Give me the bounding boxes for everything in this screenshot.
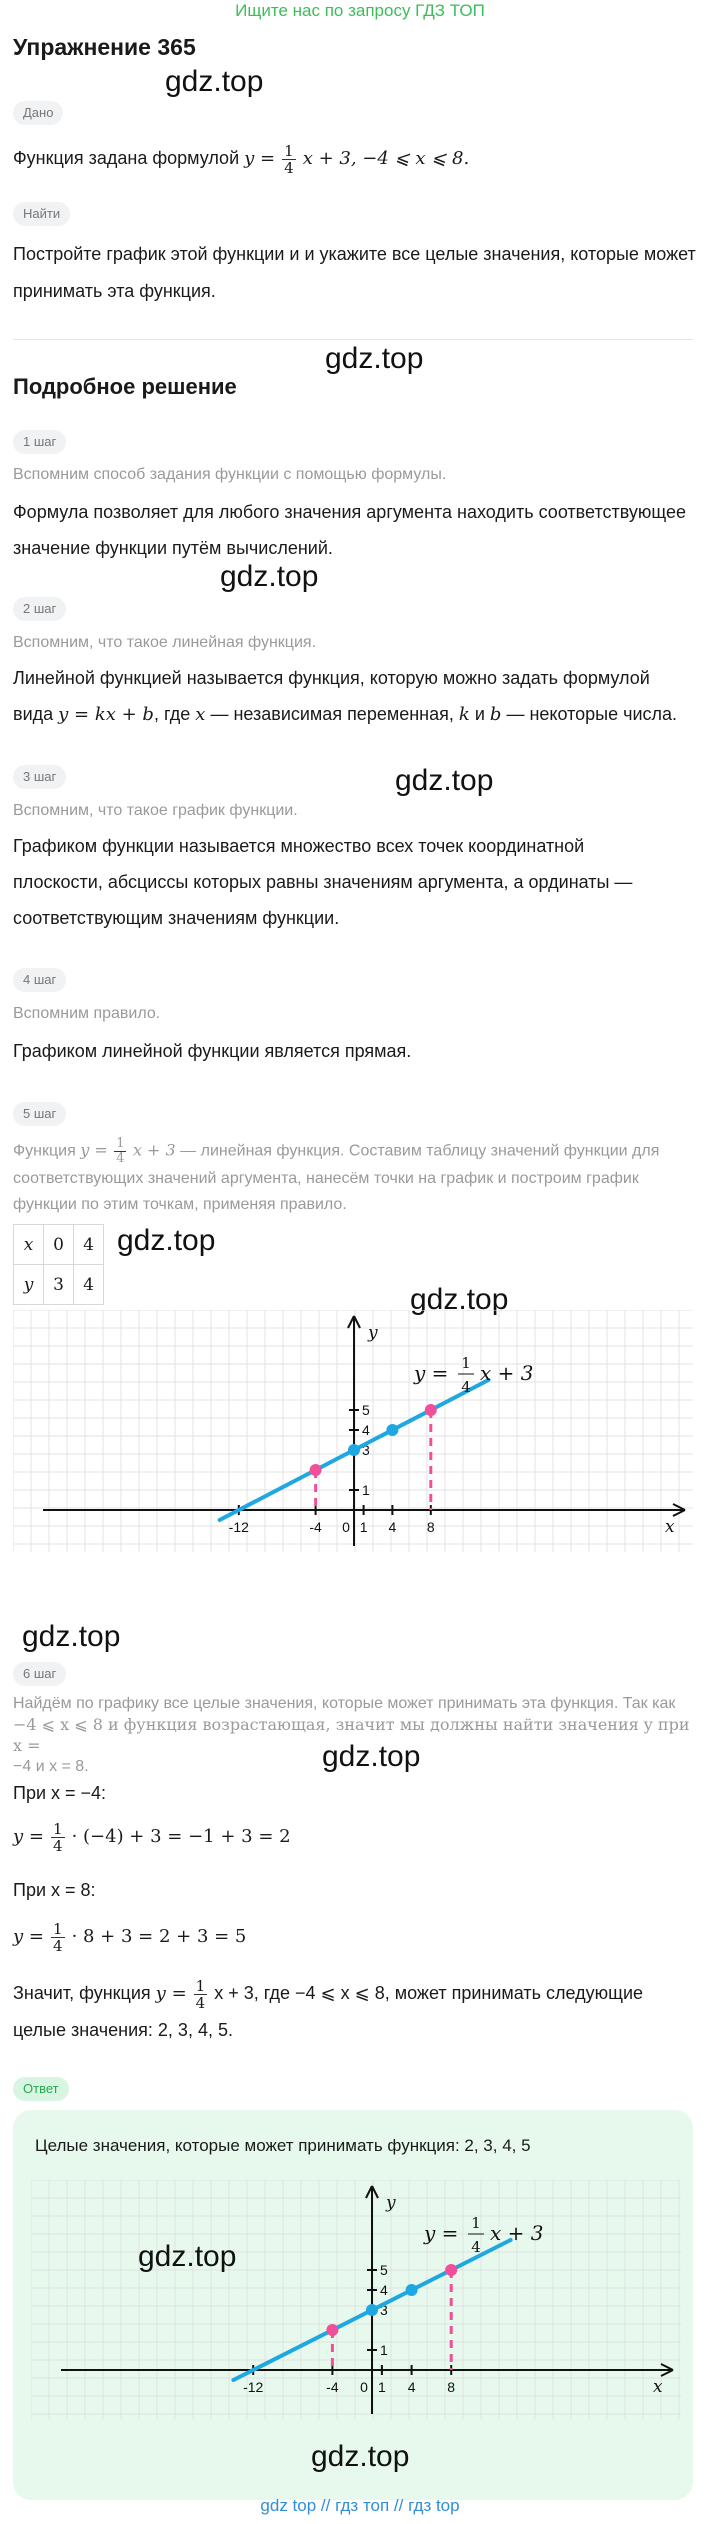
table-cell: 0: [44, 1225, 74, 1265]
x-tick-label: -4: [309, 1519, 322, 1535]
watermark: gdz.top: [138, 2240, 237, 2273]
step5-badge: 5 шаг: [13, 1102, 66, 1126]
watermark: gdz.top: [165, 65, 264, 98]
solution-title: Подробное решение: [13, 374, 237, 399]
search-hint-link[interactable]: Ищите нас по запросу ГДЗ ТОП: [235, 1, 485, 20]
y-tick-label: 5: [362, 1402, 370, 1418]
watermark: gdz.top: [311, 2440, 410, 2473]
given-badge: Дано: [13, 101, 63, 125]
answer-text: Целые значения, которые может принимать функция: 2, 3, 4, 5: [35, 2136, 531, 2155]
formula-rest: x + 3: [490, 2221, 544, 2245]
y-tick-label: 4: [380, 2282, 388, 2298]
y-tick-label: 3: [362, 1442, 370, 1458]
point-marker: [348, 1444, 360, 1456]
step6-conclusion: Значит, функция y = $\frac{1}{4}$ x + 3, где −4 ⩽ x ⩽ 8, может принимать следующие целые значения: 2, 3, 4, 5.: [13, 1976, 644, 2040]
divider: [13, 339, 693, 340]
y-tick-label: 5: [380, 2262, 388, 2278]
x-tick-label: 8: [447, 2379, 456, 2395]
table-row: [14, 1225, 104, 1265]
y-tick-label: 1: [380, 2342, 388, 2358]
y-axis-label: y: [386, 2193, 396, 2213]
x-tick-label: 1: [378, 2379, 386, 2395]
watermark: gdz.top: [117, 1224, 216, 1257]
watermark: gdz.top: [325, 342, 424, 375]
point-marker: [386, 1424, 398, 1436]
step6-case-minus4: При x = −4:: [13, 1783, 107, 1803]
step1-hint: Вспомним способ задания функции с помощью формулы.: [13, 466, 447, 483]
step6-case-8: При x = 8:: [13, 1880, 96, 1900]
step2-badge: 2 шаг: [13, 597, 66, 621]
step3-text: Графиком функции называется множество всех точек координатной плоскости, абсциссы которых равны значениям аргумента, а ординаты — соответствующим значениям функции.: [13, 836, 633, 928]
x-tick-label: 1: [359, 1519, 368, 1535]
watermark: gdz.top: [410, 1283, 509, 1316]
y-tick-label: 3: [380, 2302, 388, 2318]
point-marker: [425, 1404, 437, 1416]
x-tick-label: -4: [326, 2379, 339, 2395]
x-tick-label: 4: [388, 1519, 397, 1535]
step5-text: Функция y = $\frac{1}{4}$ x + 3 — линейная функция. Составим таблицу значений функции для соответствующих значений аргумента, нанесём точки на график и построим график функции по этим точкам, применяя правило.: [13, 1136, 660, 1213]
step6-calc2: y = $\frac{1}{4}$ · 8 + 3 = 2 + 3 = 5: [13, 1919, 247, 1955]
step4-badge: 4 шаг: [13, 968, 66, 992]
x-tick-label: -12: [228, 1519, 249, 1535]
point-marker: [406, 2284, 418, 2296]
formula-den: 4: [461, 1378, 471, 1396]
step4-text: Графиком линейной функции является прямая.: [13, 1041, 412, 1061]
table-cell: x: [14, 1225, 44, 1265]
find-badge: Найти: [13, 202, 70, 226]
step6-badge: 6 шаг: [13, 1662, 66, 1686]
step1-text: Формула позволяет для любого значения аргумента находить соответствующее значение функции путём вычислений.: [13, 502, 687, 558]
formula-num: 1: [461, 1354, 471, 1372]
point-marker: [310, 1464, 322, 1476]
table-row: [14, 1265, 104, 1305]
point-marker: [445, 2264, 457, 2276]
step4-hint: Вспомним правило.: [13, 1005, 161, 1022]
step2-text: Линейной функцией называется функция, которую можно задать формулой вида y = kx + b, где x — независимая переменная, k и b — некоторые числа.: [13, 668, 678, 725]
formula-rest: x + 3: [480, 1361, 534, 1385]
graph-answer: [31, 2180, 681, 2420]
x-axis-label: x: [653, 2377, 663, 2397]
y-axis-label: y: [368, 1323, 378, 1343]
given-text: Функция задана формулой y = $\frac{1}{4}$ x + 3, −4 ⩽ x ⩽ 8.: [13, 141, 470, 177]
x-tick-label: 0: [342, 1519, 350, 1535]
table-cell: y: [14, 1265, 44, 1305]
x-tick-label: 8: [426, 1519, 435, 1535]
formula-num: 1: [471, 2214, 481, 2232]
table-cell: 3: [44, 1265, 74, 1305]
point-marker: [366, 2304, 378, 2316]
footer-links[interactable]: gdz top // гдз топ // гдз top: [260, 2496, 460, 2515]
watermark: gdz.top: [22, 1620, 121, 1653]
formula-y: y =: [414, 1361, 449, 1385]
watermark: gdz.top: [395, 764, 494, 797]
answer-badge: Ответ: [13, 2077, 69, 2101]
exercise-title: Упражнение 365: [13, 34, 196, 60]
find-text: Постройте график этой функции и и укажите все целые значения, которые может принимать эта функция.: [13, 244, 696, 301]
step2-hint: Вспомним, что такое линейная функция.: [13, 634, 317, 651]
x-tick-label: 0: [360, 2379, 368, 2395]
y-tick-label: 1: [362, 1482, 370, 1498]
step3-badge: 3 шаг: [13, 765, 66, 789]
table-cell: 4: [74, 1225, 104, 1265]
formula-y: y =: [424, 2221, 459, 2245]
point-marker: [326, 2324, 338, 2336]
x-tick-label: 4: [407, 2379, 416, 2395]
watermark: gdz.top: [322, 1740, 421, 1773]
x-tick-label: -12: [243, 2379, 264, 2395]
step6-calc1: y = $\frac{1}{4}$ · (−4) + 3 = −1 + 3 = 2: [13, 1819, 291, 1855]
answer-box: [13, 2110, 693, 2500]
table-cell: 4: [74, 1265, 104, 1305]
step1-badge: 1 шаг: [13, 430, 66, 454]
y-tick-label: 4: [362, 1422, 370, 1438]
formula-den: 4: [471, 2238, 481, 2256]
watermark: gdz.top: [220, 560, 319, 593]
graph-step5: [13, 1310, 693, 1552]
values-table: [13, 1224, 104, 1305]
x-axis-label: x: [665, 1517, 675, 1537]
step3-hint: Вспомним, что такое график функции.: [13, 802, 298, 819]
step6-hint: Найдём по графику все целые значения, которые может принимать эта функция. Так как −4 ⩽ x ⩽ 8 и функция возрастающая, значит мы должны найти значения y при x = −4 и x = 8.: [13, 1695, 690, 1775]
